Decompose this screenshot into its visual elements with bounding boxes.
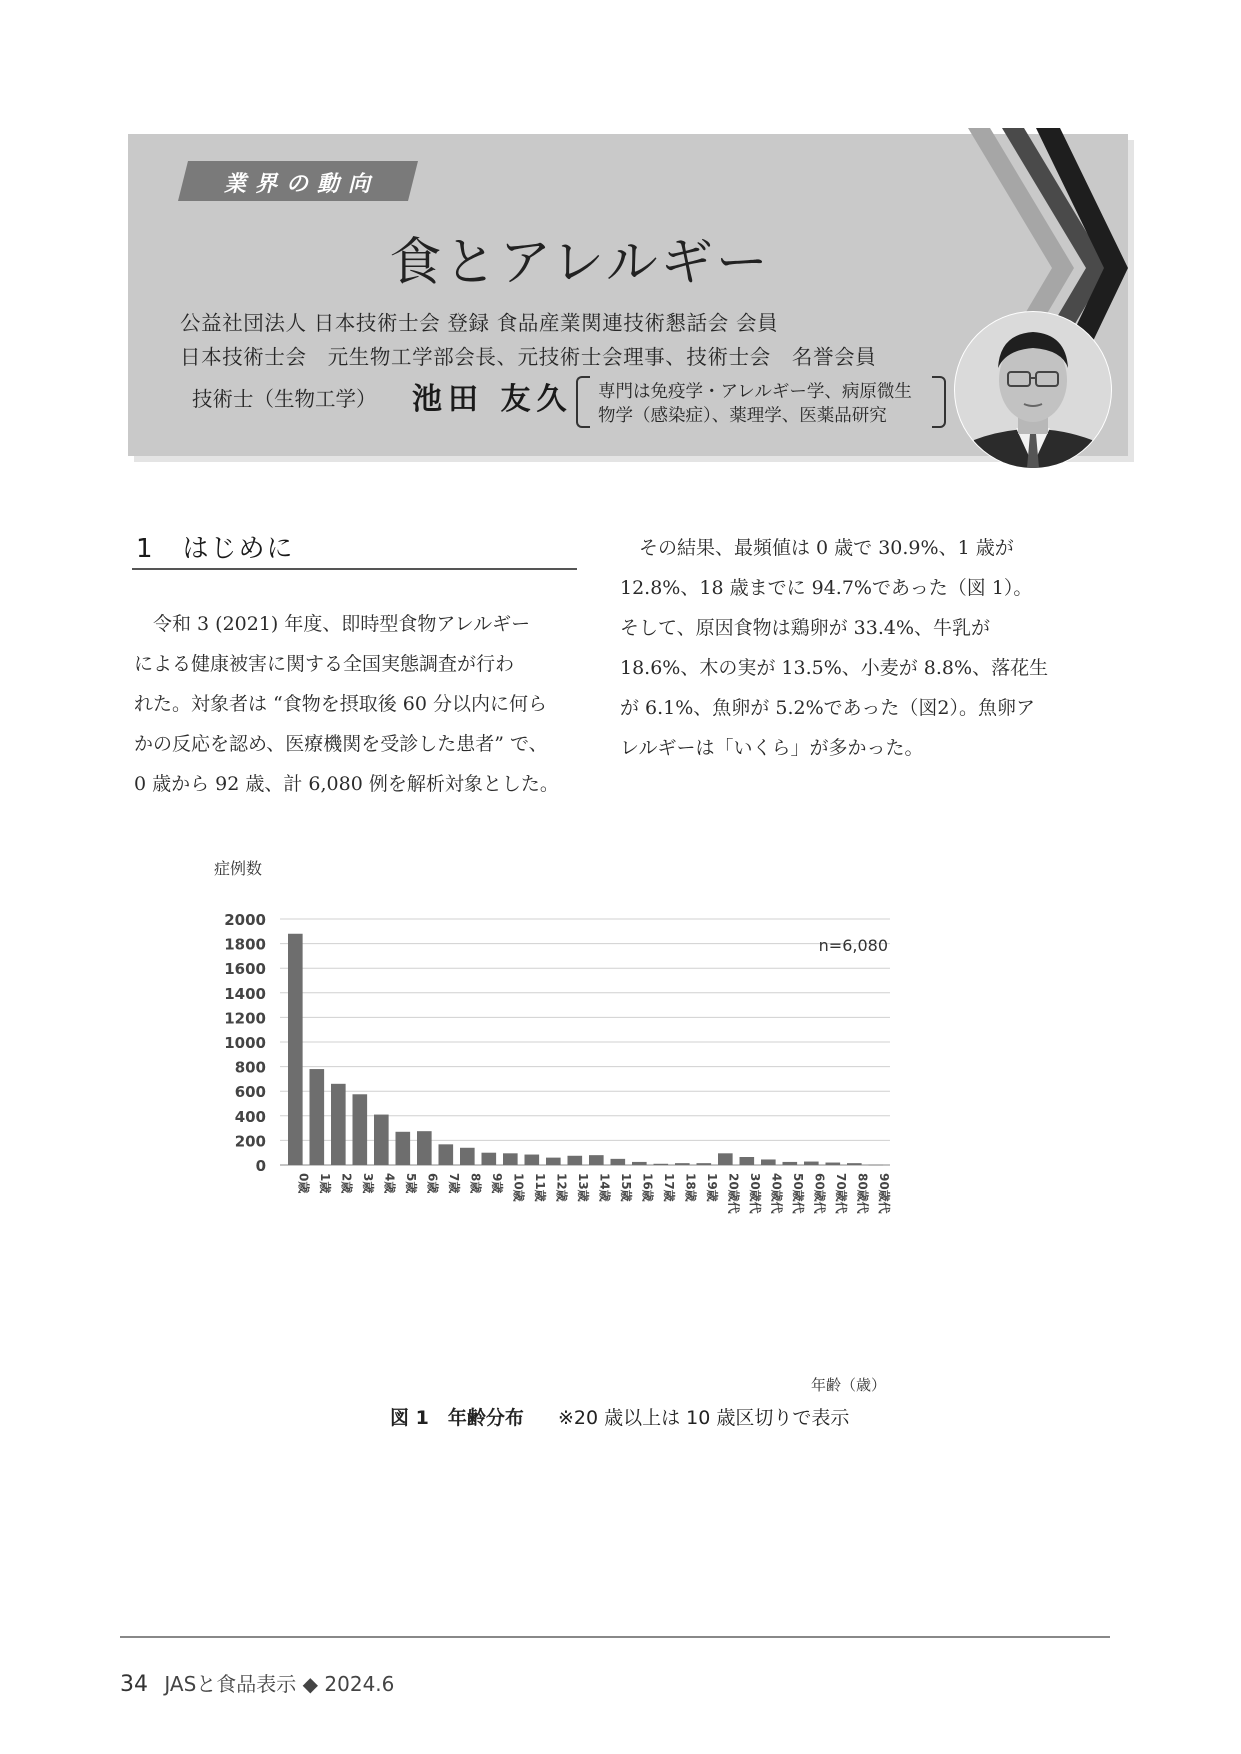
footer-rule: [120, 1636, 1110, 1638]
bar: [761, 1159, 776, 1165]
x-tick-label: 90歳代: [876, 1173, 891, 1214]
x-tick-label: 0歳: [296, 1173, 311, 1194]
y-tick-label: 0: [255, 1157, 266, 1175]
y-axis-label: 症例数: [214, 859, 263, 878]
bar: [654, 1164, 669, 1165]
sample-size-annotation: n=6,080: [818, 936, 888, 955]
author-portrait: [954, 300, 1112, 480]
bar: [869, 1165, 884, 1166]
bracket-right: [932, 376, 946, 428]
x-tick-label: 1歳: [317, 1173, 332, 1194]
body-column-right: [620, 528, 1090, 768]
body-line: による健康被害に関する全国実態調査が行わ: [134, 653, 515, 675]
bar: [417, 1131, 432, 1165]
x-tick-label: 4歳: [382, 1173, 397, 1194]
page-footer: [120, 1668, 394, 1697]
bar: [740, 1157, 755, 1165]
body-line: かの反応を認め、医療機関を受診した患者” で、: [134, 733, 548, 755]
bar: [611, 1159, 626, 1165]
publication-name: JASと食品表示: [164, 1672, 297, 1696]
page-number: 34: [120, 1672, 148, 1697]
body-line: が 6.1%、魚卵が 5.2%であった（図2）。魚卵ア: [620, 697, 1036, 719]
x-tick-label: 60歳代: [812, 1173, 827, 1214]
author-credential: 技術士（生物工学）: [192, 387, 377, 411]
bar: [353, 1094, 368, 1165]
x-tick-label: 13歳: [575, 1173, 590, 1202]
issue-date: 2024.6: [324, 1672, 395, 1696]
article-title: 食とアレルギー: [389, 233, 771, 293]
x-tick-label: 5歳: [403, 1173, 418, 1194]
affiliation-line-2: 日本技術士会 元生物工学部会長、元技術士会理事、技術士会 名誉会員: [180, 345, 877, 369]
bar: [396, 1132, 411, 1165]
body-line: 18.6%、木の実が 13.5%、小麦が 8.8%、落花生: [620, 657, 1049, 679]
body-column-left: [134, 604, 584, 804]
x-axis-label: 年齢（歳）: [810, 1376, 886, 1394]
author-name: 池田 友久: [412, 382, 573, 417]
age-distribution-chart: [200, 850, 1020, 1410]
bracket-left: [576, 376, 590, 428]
y-tick-label: 1000: [224, 1034, 266, 1052]
bar: [632, 1162, 647, 1165]
y-tick-label: 2000: [224, 911, 266, 929]
body-line: れた。対象者は “食物を摂取後 60 分以内に何ら: [134, 693, 548, 715]
x-tick-label: 8歳: [468, 1173, 483, 1194]
section-tag-label: 業界の動向: [224, 172, 380, 197]
y-tick-label: 800: [234, 1058, 266, 1077]
section-heading: 1 はじめに: [136, 534, 295, 564]
specialty-line-2: 物学（感染症）、薬理学、医薬品研究: [598, 406, 887, 426]
figure-caption-note: ※20 歳以上は 10 歳区切りで表示: [557, 1407, 850, 1429]
bar: [675, 1163, 690, 1165]
bar: [804, 1162, 819, 1165]
bar: [288, 934, 303, 1165]
y-tick-label: 200: [234, 1132, 266, 1151]
heading-underline: [132, 568, 577, 570]
x-tick-label: 9歳: [489, 1173, 504, 1194]
y-tick-label: 1800: [224, 935, 266, 954]
affiliation-line-1: 公益社団法人 日本技術士会 登録 食品産業関連技術懇話会 会員: [180, 311, 779, 335]
x-tick-label: 2歳: [339, 1173, 354, 1194]
bar: [826, 1163, 841, 1165]
specialty-line-1: 専門は免疫学・アレルギー学、病原微生: [598, 382, 912, 402]
body-line: そして、原因食物は鶏卵が 33.4%、牛乳が: [620, 617, 991, 639]
x-tick-label: 10歳: [511, 1173, 526, 1202]
bar: [546, 1158, 561, 1165]
bar: [568, 1156, 583, 1165]
body-line: 0 歳から 92 歳、計 6,080 例を解析対象とした。: [134, 773, 559, 795]
figure-caption: [390, 1403, 849, 1430]
y-tick-label: 600: [234, 1083, 266, 1102]
figure-caption-label: 図 1 年齢分布: [390, 1407, 524, 1429]
x-tick-label: 11歳: [532, 1173, 547, 1202]
bar: [589, 1155, 604, 1165]
x-tick-label: 14歳: [597, 1173, 612, 1202]
x-tick-label: 18歳: [683, 1173, 698, 1202]
bar: [697, 1163, 712, 1165]
body-line: レルギーは「いくら」が多かった。: [620, 737, 924, 759]
bar: [482, 1153, 497, 1165]
y-tick-label: 400: [234, 1107, 266, 1126]
x-tick-label: 70歳代: [833, 1173, 848, 1214]
body-line: 令和 3 (2021) 年度、即時型食物アレルギー: [134, 613, 531, 635]
x-tick-label: 16歳: [640, 1173, 655, 1202]
x-tick-label: 17歳: [661, 1173, 676, 1202]
bar: [310, 1069, 325, 1165]
bar: [331, 1084, 346, 1165]
bar: [439, 1144, 454, 1165]
bar: [460, 1148, 475, 1165]
y-tick-label: 1600: [224, 960, 266, 979]
bar: [847, 1163, 862, 1165]
x-tick-label: 15歳: [618, 1173, 633, 1202]
x-tick-label: 3歳: [360, 1173, 375, 1194]
bar: [525, 1155, 540, 1165]
x-tick-label: 19歳: [704, 1173, 719, 1202]
bar: [783, 1162, 798, 1165]
footer-diamond-icon: ◆: [302, 1672, 319, 1696]
x-tick-label: 12歳: [554, 1173, 569, 1202]
x-tick-label: 7歳: [446, 1173, 461, 1194]
section-tag: [178, 161, 418, 201]
x-tick-label: 20歳代: [726, 1173, 741, 1214]
body-line: 12.8%、18 歳までに 94.7%であった（図 1）。: [620, 577, 1033, 599]
y-tick-label: 1200: [224, 1009, 266, 1028]
bar: [503, 1153, 518, 1165]
body-line: その結果、最頻値は 0 歳で 30.9%、1 歳が: [620, 537, 1014, 559]
x-tick-label: 30歳代: [747, 1173, 762, 1214]
x-tick-label: 6歳: [425, 1173, 440, 1194]
y-tick-label: 1400: [224, 984, 266, 1003]
x-tick-label: 50歳代: [790, 1173, 805, 1214]
x-tick-label: 80歳代: [855, 1173, 870, 1214]
bar: [718, 1153, 733, 1165]
bar: [374, 1115, 389, 1165]
x-tick-label: 40歳代: [769, 1173, 784, 1214]
